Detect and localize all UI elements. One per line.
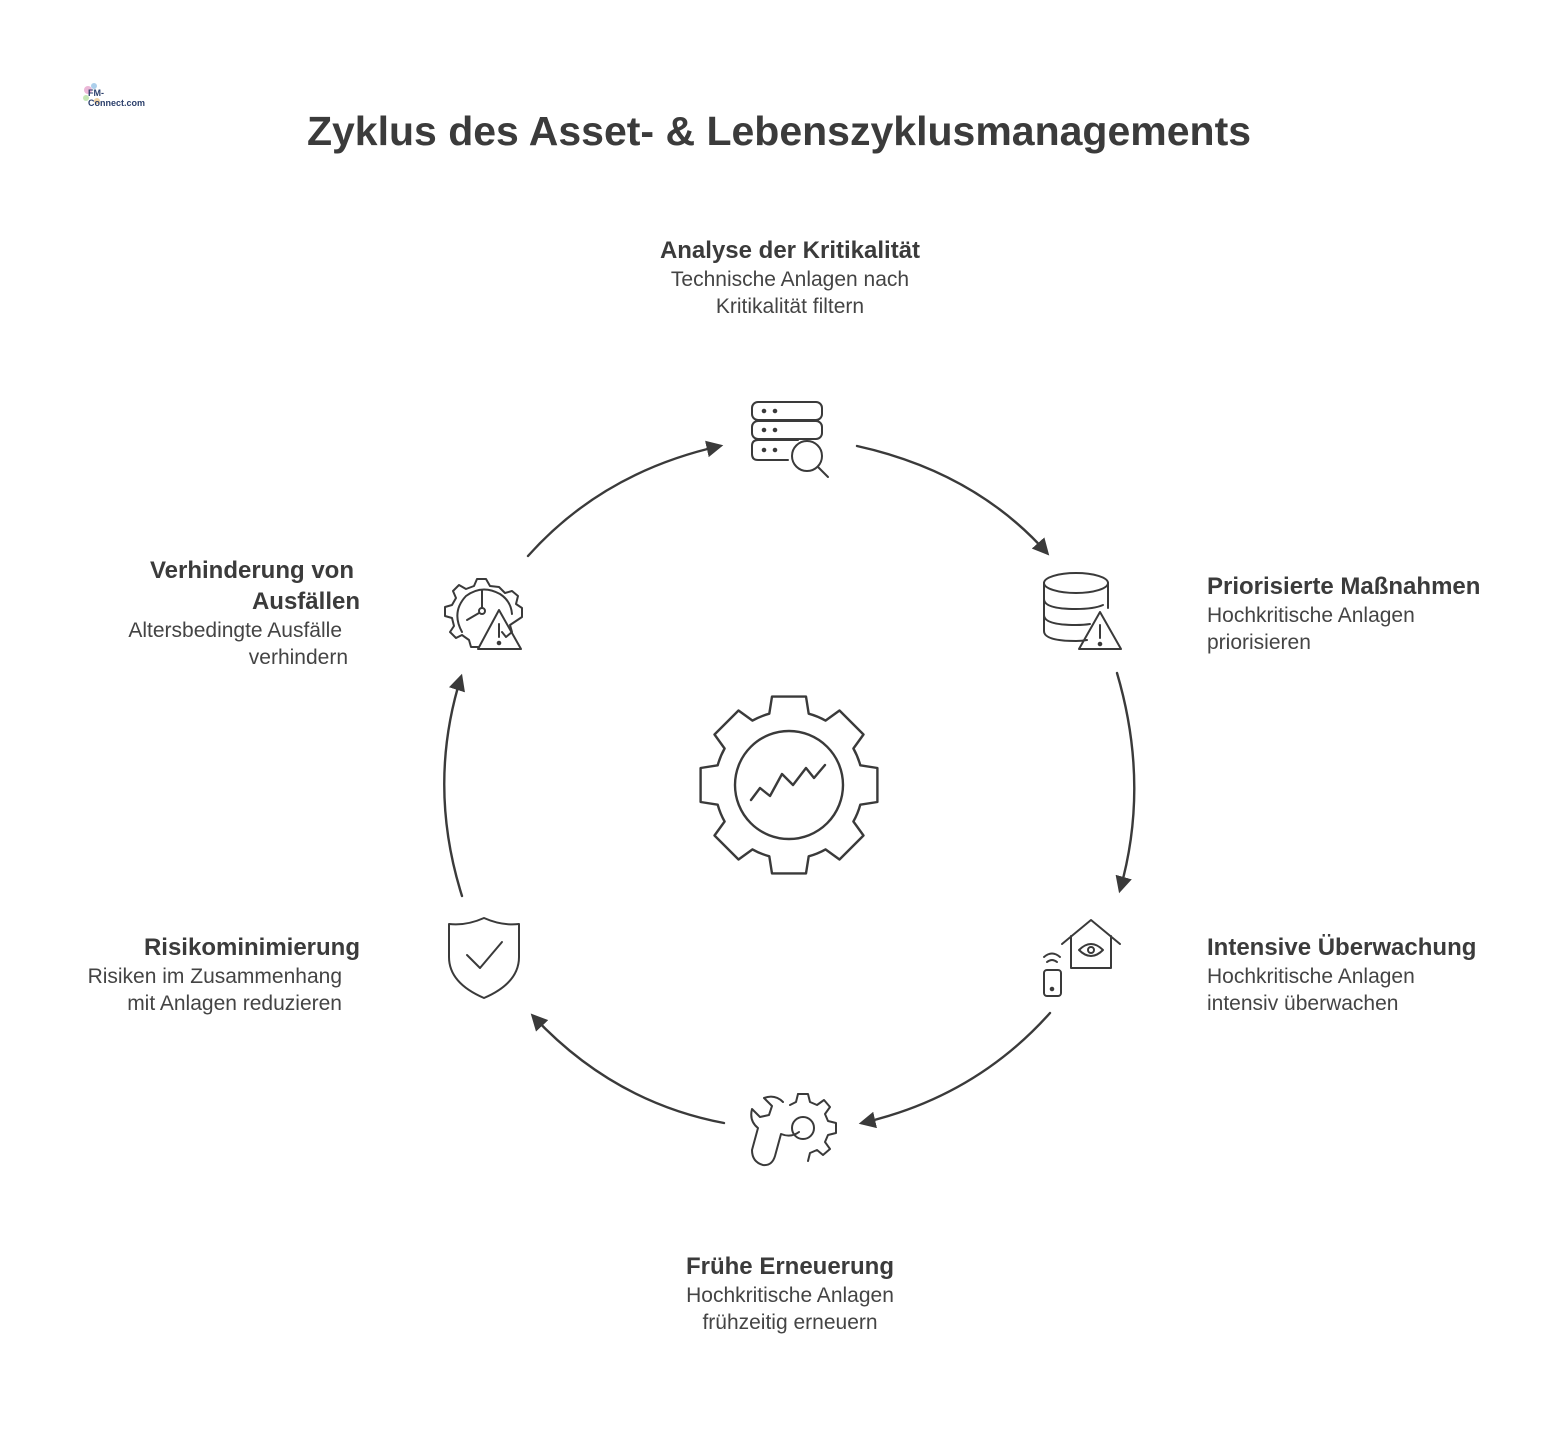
step-label: Risikominimierung bbox=[143, 934, 360, 961]
step-desc-line1: Technische Anlagen nach bbox=[670, 268, 910, 291]
logo bbox=[78, 80, 148, 110]
step-desc-line2: intensiv überwachen bbox=[1207, 992, 1399, 1015]
step-ueberwachung bbox=[1207, 932, 1547, 1017]
arrow-risiko-to-verhinderung bbox=[444, 677, 462, 896]
step-desc-line1: Hochkritische Anlagen bbox=[1207, 965, 1415, 988]
step-label: Intensive Überwachung bbox=[1207, 934, 1477, 961]
smart-home-monitor-icon bbox=[1044, 920, 1120, 996]
server-search-icon bbox=[752, 402, 828, 477]
arrow-verhinderung-to-analyse bbox=[528, 446, 720, 556]
step-label-line2: Ausfällen bbox=[251, 588, 360, 615]
logo-text: FM-Connect.com bbox=[88, 88, 146, 108]
arrow-erneuerung-to-risiko bbox=[533, 1016, 724, 1123]
step-label: Frühe Erneuerung bbox=[685, 1253, 895, 1280]
step-label-line1: Verhinderung von bbox=[149, 557, 354, 584]
step-desc-line1: Risiken im Zusammenhang bbox=[87, 965, 342, 988]
step-label: Priorisierte Maßnahmen bbox=[1207, 573, 1481, 600]
database-warning-icon bbox=[1044, 573, 1121, 649]
step-priorisierte bbox=[1207, 571, 1547, 656]
step-risiko bbox=[20, 932, 360, 1017]
step-desc-line1: Hochkritische Anlagen bbox=[686, 1284, 894, 1307]
page-title: Zyklus des Asset- & Lebenszyklusmanagements bbox=[306, 108, 1252, 154]
step-desc-line2: verhindern bbox=[248, 646, 348, 669]
wrench-gear-icon bbox=[751, 1094, 836, 1165]
step-desc-line2: Kritikalität filtern bbox=[715, 295, 865, 318]
step-analyse bbox=[590, 235, 990, 320]
step-desc-line1: Hochkritische Anlagen bbox=[1207, 604, 1415, 627]
step-desc-line1: Altersbedingte Ausfälle bbox=[128, 619, 342, 642]
gear-warning-icon bbox=[445, 579, 522, 649]
arrow-analyse-to-priorisierte bbox=[857, 446, 1047, 553]
shield-check-icon bbox=[449, 918, 519, 998]
step-erneuerung bbox=[580, 1251, 1000, 1336]
arrow-priorisierte-to-ueberwachung bbox=[1117, 673, 1134, 890]
step-desc-line2: mit Anlagen reduzieren bbox=[127, 992, 342, 1015]
step-verhinderung bbox=[20, 555, 360, 671]
gear-chart-icon bbox=[701, 697, 878, 874]
arrow-ueberwachung-to-erneuerung bbox=[862, 1013, 1050, 1123]
step-label: Analyse der Kritikalität bbox=[659, 237, 921, 264]
step-desc-line2: frühzeitig erneuern bbox=[702, 1311, 878, 1334]
step-desc-line2: priorisieren bbox=[1207, 631, 1311, 654]
